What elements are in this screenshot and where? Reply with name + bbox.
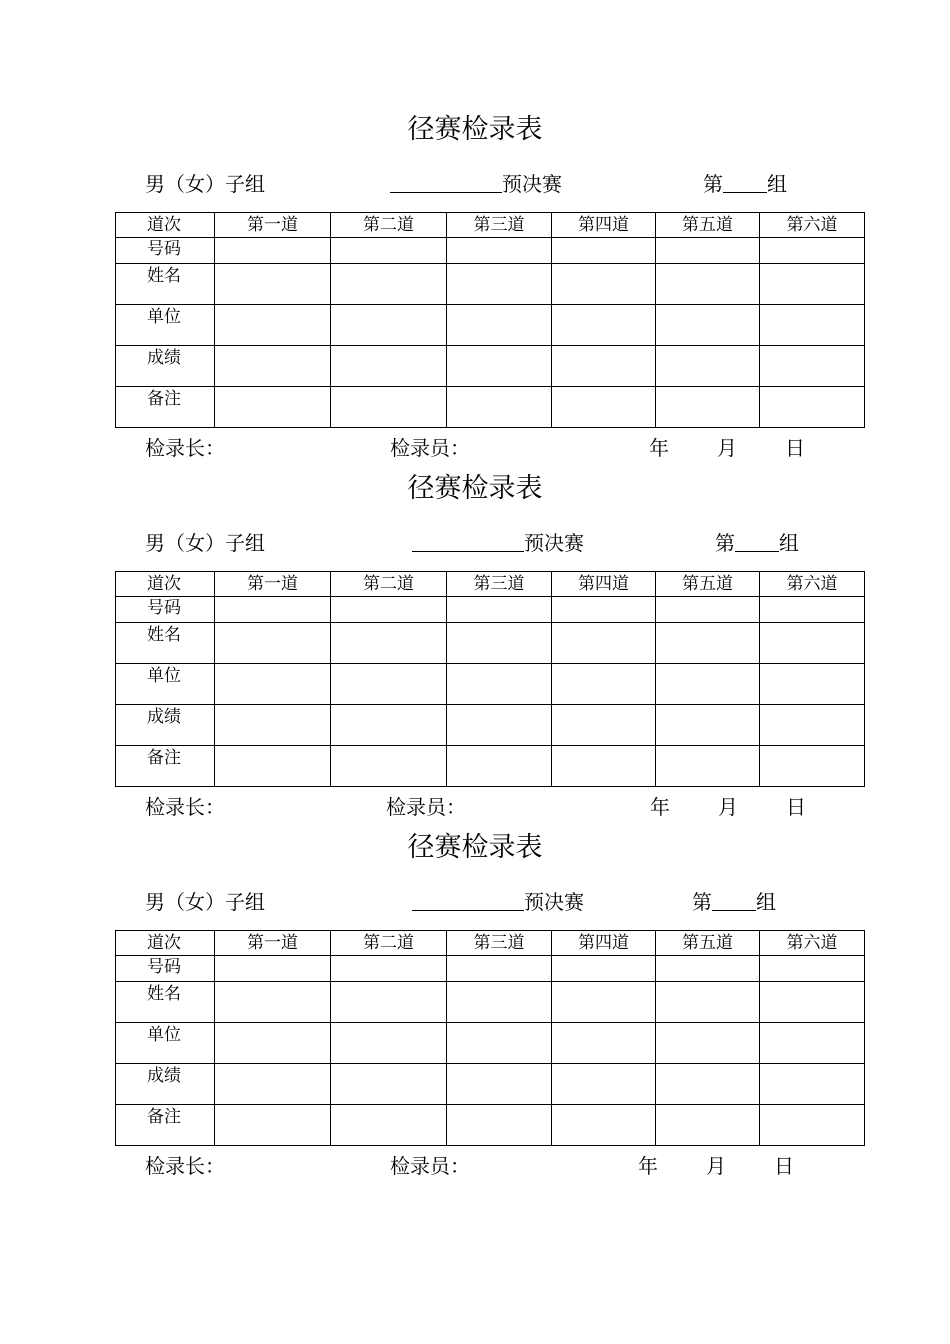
table-cell[interactable] bbox=[331, 387, 447, 428]
table-cell[interactable] bbox=[447, 705, 552, 746]
table-cell[interactable] bbox=[447, 1023, 552, 1064]
header-lane-5: 第五道 bbox=[656, 572, 760, 597]
header-lane: 道次 bbox=[116, 931, 215, 956]
row-label-remarks: 备注 bbox=[116, 387, 215, 428]
info-row bbox=[0, 170, 950, 198]
table-cell[interactable] bbox=[760, 746, 865, 787]
table-cell[interactable] bbox=[447, 305, 552, 346]
table-cell[interactable] bbox=[552, 346, 656, 387]
table-cell[interactable] bbox=[447, 1105, 552, 1146]
day-label: 日 bbox=[774, 1154, 794, 1178]
table-cell[interactable] bbox=[331, 705, 447, 746]
day-label: 日 bbox=[786, 795, 806, 819]
row-label-name: 姓名 bbox=[116, 264, 215, 305]
table-cell[interactable] bbox=[331, 1105, 447, 1146]
row-label-unit: 单位 bbox=[116, 305, 215, 346]
table-cell[interactable] bbox=[552, 264, 656, 305]
round-field bbox=[412, 529, 584, 557]
table-cell[interactable] bbox=[331, 623, 447, 664]
year-label: 年 bbox=[638, 1154, 658, 1178]
table-cell[interactable] bbox=[447, 1064, 552, 1105]
table-cell[interactable] bbox=[656, 387, 760, 428]
signature-row bbox=[0, 793, 950, 821]
table-cell[interactable] bbox=[215, 305, 331, 346]
month-label: 月 bbox=[706, 1154, 726, 1178]
group-number-field bbox=[715, 529, 799, 557]
table-row bbox=[116, 346, 865, 387]
table-cell[interactable] bbox=[331, 982, 447, 1023]
clerk-label: 检录员： bbox=[390, 436, 470, 460]
row-label-name: 姓名 bbox=[116, 982, 215, 1023]
row-label-number: 号码 bbox=[116, 956, 215, 982]
table-row bbox=[116, 623, 865, 664]
round-blank[interactable] bbox=[412, 890, 524, 911]
header-lane-6: 第六道 bbox=[760, 213, 865, 238]
info-row bbox=[0, 888, 950, 916]
header-lane-6: 第六道 bbox=[760, 572, 865, 597]
round-label: 预决赛 bbox=[524, 890, 584, 914]
table-cell[interactable] bbox=[760, 982, 865, 1023]
group-number-field bbox=[703, 170, 787, 198]
group-suffix: 组 bbox=[756, 890, 776, 914]
round-field bbox=[390, 170, 562, 198]
table-cell[interactable] bbox=[215, 597, 331, 623]
table-cell[interactable] bbox=[656, 305, 760, 346]
lane-table bbox=[115, 212, 865, 428]
table-cell[interactable] bbox=[552, 387, 656, 428]
table-cell[interactable] bbox=[447, 387, 552, 428]
table-cell[interactable] bbox=[215, 664, 331, 705]
table-cell[interactable] bbox=[215, 623, 331, 664]
row-label-remarks: 备注 bbox=[116, 746, 215, 787]
table-cell[interactable] bbox=[656, 705, 760, 746]
table-cell[interactable] bbox=[331, 346, 447, 387]
group-label: 男（女）子组 bbox=[145, 531, 265, 555]
table-cell[interactable] bbox=[656, 597, 760, 623]
table-cell[interactable] bbox=[552, 1064, 656, 1105]
table-cell[interactable] bbox=[215, 264, 331, 305]
row-label-unit: 单位 bbox=[116, 1023, 215, 1064]
table-header-row bbox=[116, 931, 865, 956]
table-cell[interactable] bbox=[447, 346, 552, 387]
header-lane-2: 第二道 bbox=[331, 213, 447, 238]
table-cell[interactable] bbox=[215, 1105, 331, 1146]
table-cell[interactable] bbox=[215, 1023, 331, 1064]
header-lane-3: 第三道 bbox=[447, 213, 552, 238]
table-cell[interactable] bbox=[656, 1023, 760, 1064]
group-number-blank[interactable] bbox=[712, 890, 756, 911]
table-cell[interactable] bbox=[760, 264, 865, 305]
table-cell[interactable] bbox=[552, 597, 656, 623]
header-lane-3: 第三道 bbox=[447, 572, 552, 597]
round-blank[interactable] bbox=[412, 531, 524, 552]
group-prefix: 第 bbox=[692, 890, 712, 914]
group-number-blank[interactable] bbox=[723, 172, 767, 193]
table-cell[interactable] bbox=[760, 664, 865, 705]
table-cell[interactable] bbox=[331, 746, 447, 787]
table-cell[interactable] bbox=[760, 387, 865, 428]
table-cell[interactable] bbox=[760, 346, 865, 387]
clerk-label: 检录员： bbox=[386, 795, 466, 819]
table-cell[interactable] bbox=[331, 1064, 447, 1105]
header-lane-4: 第四道 bbox=[552, 931, 656, 956]
row-label-unit: 单位 bbox=[116, 664, 215, 705]
row-label-result: 成绩 bbox=[116, 346, 215, 387]
table-cell[interactable] bbox=[656, 1105, 760, 1146]
table-row bbox=[116, 705, 865, 746]
table-cell[interactable] bbox=[447, 664, 552, 705]
table-cell[interactable] bbox=[760, 1064, 865, 1105]
table-row bbox=[116, 982, 865, 1023]
header-lane: 道次 bbox=[116, 572, 215, 597]
group-prefix: 第 bbox=[703, 172, 723, 196]
table-cell[interactable] bbox=[552, 1023, 656, 1064]
header-lane-1: 第一道 bbox=[215, 931, 331, 956]
row-label-result: 成绩 bbox=[116, 705, 215, 746]
table-row bbox=[116, 664, 865, 705]
row-label-remarks: 备注 bbox=[116, 1105, 215, 1146]
table-cell[interactable] bbox=[331, 956, 447, 982]
group-number-field bbox=[692, 888, 776, 916]
table-cell[interactable] bbox=[215, 387, 331, 428]
group-label: 男（女）子组 bbox=[145, 890, 265, 914]
header-lane-4: 第四道 bbox=[552, 572, 656, 597]
header-lane-5: 第五道 bbox=[656, 931, 760, 956]
header-lane-6: 第六道 bbox=[760, 931, 865, 956]
table-row bbox=[116, 746, 865, 787]
sheet-title: 径赛检录表 bbox=[407, 473, 543, 504]
table-header-row bbox=[116, 572, 865, 597]
signature-row bbox=[0, 1152, 950, 1180]
table-cell[interactable] bbox=[447, 623, 552, 664]
header-lane-2: 第二道 bbox=[331, 572, 447, 597]
table-cell[interactable] bbox=[331, 305, 447, 346]
table-cell[interactable] bbox=[656, 1064, 760, 1105]
table-cell[interactable] bbox=[447, 956, 552, 982]
table-cell[interactable] bbox=[656, 664, 760, 705]
table-cell[interactable] bbox=[552, 623, 656, 664]
header-lane-2: 第二道 bbox=[331, 931, 447, 956]
table-cell[interactable] bbox=[760, 238, 865, 264]
header-lane-1: 第一道 bbox=[215, 213, 331, 238]
year-label: 年 bbox=[649, 436, 669, 460]
header-lane-1: 第一道 bbox=[215, 572, 331, 597]
month-label: 月 bbox=[717, 436, 737, 460]
table-cell[interactable] bbox=[447, 982, 552, 1023]
table-cell[interactable] bbox=[552, 238, 656, 264]
group-prefix: 第 bbox=[715, 531, 735, 555]
lane-table bbox=[115, 571, 865, 787]
table-cell[interactable] bbox=[656, 623, 760, 664]
round-field bbox=[412, 888, 584, 916]
lane-table bbox=[115, 930, 865, 1146]
table-cell[interactable] bbox=[760, 1105, 865, 1146]
table-cell[interactable] bbox=[331, 597, 447, 623]
table-cell[interactable] bbox=[215, 238, 331, 264]
table-cell[interactable] bbox=[215, 346, 331, 387]
group-suffix: 组 bbox=[779, 531, 799, 555]
table-row bbox=[116, 956, 865, 982]
table-cell[interactable] bbox=[656, 746, 760, 787]
table-cell[interactable] bbox=[656, 238, 760, 264]
table-row bbox=[116, 1023, 865, 1064]
table-cell[interactable] bbox=[760, 597, 865, 623]
header-lane-5: 第五道 bbox=[656, 213, 760, 238]
table-cell[interactable] bbox=[331, 664, 447, 705]
table-cell[interactable] bbox=[331, 238, 447, 264]
group-number-blank[interactable] bbox=[735, 531, 779, 552]
table-cell[interactable] bbox=[656, 982, 760, 1023]
table-cell[interactable] bbox=[447, 238, 552, 264]
group-label: 男（女）子组 bbox=[145, 172, 265, 196]
table-cell[interactable] bbox=[656, 956, 760, 982]
table-cell[interactable] bbox=[331, 264, 447, 305]
table-cell[interactable] bbox=[215, 746, 331, 787]
table-cell[interactable] bbox=[760, 1023, 865, 1064]
day-label: 日 bbox=[785, 436, 805, 460]
chief-label: 检录长： bbox=[145, 795, 225, 819]
table-cell[interactable] bbox=[331, 1023, 447, 1064]
table-row bbox=[116, 387, 865, 428]
table-cell[interactable] bbox=[656, 264, 760, 305]
table-row bbox=[116, 264, 865, 305]
group-suffix: 组 bbox=[767, 172, 787, 196]
table-cell[interactable] bbox=[447, 264, 552, 305]
header-lane-3: 第三道 bbox=[447, 931, 552, 956]
round-blank[interactable] bbox=[390, 172, 502, 193]
table-cell[interactable] bbox=[760, 956, 865, 982]
table-cell[interactable] bbox=[215, 705, 331, 746]
table-cell[interactable] bbox=[760, 623, 865, 664]
table-row bbox=[116, 1064, 865, 1105]
table-row bbox=[116, 238, 865, 264]
row-label-number: 号码 bbox=[116, 238, 215, 264]
row-label-result: 成绩 bbox=[116, 1064, 215, 1105]
table-cell[interactable] bbox=[552, 746, 656, 787]
chief-label: 检录长： bbox=[145, 1154, 225, 1178]
sheet-title: 径赛检录表 bbox=[407, 832, 543, 863]
chief-label: 检录长： bbox=[145, 436, 225, 460]
table-cell[interactable] bbox=[552, 956, 656, 982]
table-cell[interactable] bbox=[552, 982, 656, 1023]
table-cell[interactable] bbox=[215, 956, 331, 982]
table-row bbox=[116, 597, 865, 623]
table-cell[interactable] bbox=[215, 1064, 331, 1105]
table-cell[interactable] bbox=[552, 1105, 656, 1146]
table-cell[interactable] bbox=[552, 664, 656, 705]
header-lane: 道次 bbox=[116, 213, 215, 238]
info-row bbox=[0, 529, 950, 557]
row-label-number: 号码 bbox=[116, 597, 215, 623]
table-cell[interactable] bbox=[760, 305, 865, 346]
clerk-label: 检录员： bbox=[390, 1154, 470, 1178]
table-row bbox=[116, 305, 865, 346]
table-cell[interactable] bbox=[656, 346, 760, 387]
year-label: 年 bbox=[650, 795, 670, 819]
table-row bbox=[116, 1105, 865, 1146]
table-cell[interactable] bbox=[447, 746, 552, 787]
sheet-title: 径赛检录表 bbox=[407, 114, 543, 145]
table-cell[interactable] bbox=[552, 305, 656, 346]
signature-row bbox=[0, 434, 950, 462]
month-label: 月 bbox=[718, 795, 738, 819]
table-header-row bbox=[116, 213, 865, 238]
table-cell[interactable] bbox=[215, 982, 331, 1023]
table-cell[interactable] bbox=[760, 705, 865, 746]
header-lane-4: 第四道 bbox=[552, 213, 656, 238]
table-cell[interactable] bbox=[552, 705, 656, 746]
round-label: 预决赛 bbox=[524, 531, 584, 555]
row-label-name: 姓名 bbox=[116, 623, 215, 664]
round-label: 预决赛 bbox=[502, 172, 562, 196]
table-cell[interactable] bbox=[447, 597, 552, 623]
